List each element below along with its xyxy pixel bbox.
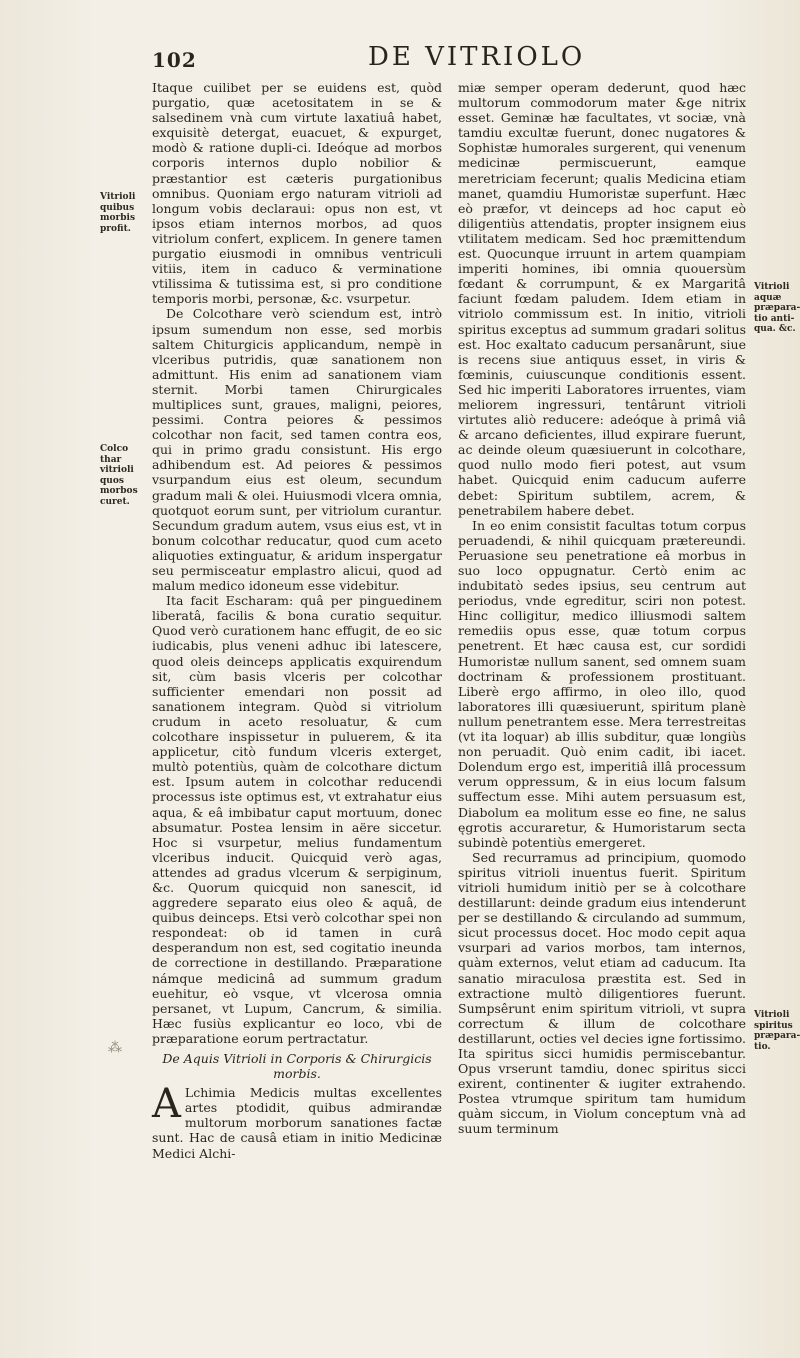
margin-note-left-1: Vitrioli quibus morbis profit. [100,192,136,234]
right-paragraph-3: Sed recurramus ad principium, quomodo spiritus vitrioli inuentus fuerit. Spiritum vitrioli humidum initiò per se à colcothare destillarunt: deinde gradum eius intenderunt per se destillando & circulando ad summum, sicut processus docet. Hoc modo cepit aqua vsurpari ad varios morbos, tam internos, quàm externos, velut etiam ad caducum. Ita sanatio miraculosa præstita est. Sed in extractione multò diligentiores fuerunt. Sumpsêrunt enim spiritum vitrioli, vt supra correctum & illum de colcothare destillarunt, octies vel decies igne fortissimo. Ita spiritus sicci humidis permiscebantur. Opus vrserunt tamdiu, donec spiritus sicci exirent, continenter & iugiter extrahendo. Postea vtrumque spiritum tam humidum quàm siccum, in Violum conceptum vnà ad suum terminum [458,849,746,1137]
left-paragraph-2: De Colcothare verò sciendum est, intrò ipsum sumendum non esse, sed morbis saltem Chiturgicis applicandum, nempè in vlceribus putridis, quæ sanationem non admittunt. His enim ad sanationem viam sternit. Morbi tamen Chirurgicales multiplices sunt, graues, maligni, peiores, pessimi. Contra peiores & pessimos colcothar non facit, sed tamen contra eos, qui in primo gradu consistunt. His ergo adhibendum est. Ad peiores & pessimos vsurpandum eius est oleum, secundum gradum mali & olei. Huiusmodi vlcera omnia, quotquot eorum sunt, per vitriolum curantur. Secundum gradum autem, vsus eius est, vt in bonum colcothar reducatur, quod cum aceto aliquoties extinguatur, & aridum inspergatur seu permisceatur emplastro alicui, quod ad malum medico idoneum esse videbitur. [152,306,442,594]
left-column [152,80,442,1161]
margin-note-right-2: Vitrioli spiritus præpara- tio. [754,1010,800,1052]
right-paragraph-1: miæ semper operam dederunt, quod hæc multorum commodorum mater &ge nitrix esset. Geminæ hæ facultates, vt sociæ, vnà tamdiu excultæ fuerunt, donec nugatores & Sophistæ humorales surgerent, qui venenum medicinæ permiscuerunt, eamque meretriciam fecerunt; qualis Medicina etiam manet, quamdiu Humoristæ superfunt. Hæc eò præfor, vt deinceps ad hoc caput eò diligentiùs attendatis, propter insignem eius vtilitatem medicam. Sed hoc præmittendum est. Quocunque irruunt in artem quampiam imperiti homines, ibi omnia quouersùm fœdant & corrumpunt, & ex Margaritâ faciunt fœdam paludem. Idem etiam in vitriolo commissum est. In initio, vitrioli spiritus exceptus ad summum gradari solitus est. Hoc exaltato caducum persanârunt, siue is recens siue antiquus esset, in viris & fœminis, cuiuscunque conditionis essent. Sed hic imperiti Laboratores irruentes, viam meliorem ingressuri, tentârunt vitrioli virtutes aliò reducere: adeóque à primâ viâ & arcano deficientes, illud expirare fuerunt, ac deinde oleum quæsiuerunt in colcothare, quod nullo modo fieri potest, aut vsum habet. Quicquid enim caducum auferre debet: Spiritum subtilem, acrem, & penetrabilem habere debet. [458,80,746,518]
left-paragraph-4 [152,1081,442,1161]
left-paragraph-3: Ita facit Escharam: quâ per pinguedinem liberatâ, facilis & bona curatio sequitur. Quod verò curationem hanc effugit, de eo sic iudicabis, plus veneni adhuc ibi latescere, quod oleis deinceps applicatis exquirendum sit, cùm basis vlceris per colcothar sufficienter emendari non possit ad sanationem integram. Quòd si vitriolum crudum in aceto resoluatur, & cum colcothare inspissetur in puluerem, & ita applicetur, citò fundum vlceris exterget, multò potentiùs, quàm de colcothare dictum est. Ipsum autem in colcothar reducendi processus iste optimus est, vt extrahatur eius aqua, & eâ imbibatur caput mortuum, donec absumatur. Postea lensim in aëre siccetur. Hoc si vsurpetur, melius fundamentum vlceribus inducit. Quicquid verò agas, attendes ad gradus vlcerum & serpiginum, &c. Quorum quicquid non sanescit, id aggredere separato eius oleo & aquâ, de quibus deinceps. Etsi verò colcothar spei non respondeat: ob id tamen in curâ desperandum non est, sed cogitatio ineunda de correctione in destillando. Præparatione námque medicinâ ad summum gradum euehitur, eò vsque, vt vlcerosa omnia persanet, vt Lupum, Cancrum, & similia. Hæc fusiùs explicantur eo loco, vbi de præparatione eorum pertractatur. [152,593,442,1046]
page-header [140,42,800,82]
drop-cap: A [152,1081,181,1128]
ink-mark-icon: ⁂ [108,1040,122,1056]
running-head: DE VITRIOLO [368,42,586,72]
right-column [458,80,746,1137]
margin-note-left-2: Colco thar vitrioli quos morbos curet. [100,444,138,507]
left-paragraph-1: Itaque cuilibet per se euidens est, quòd purgatio, quæ acetositatem in se & salsedinem vnà cum virtute laxatiuâ habet, exquisitè detergat, euacuet, & expurget, modò & ratione dupli-ci. Ideóque ad morbos corporis internos duplo nobilior & præstantior est cæteris purgationibus omnibus. Quoniam ergo naturam vitrioli ad longum vobis declaraui: opus non est, vt ipsos etiam internos morbos, ad quos vitriolum confert, explicem. In genere tamen purgatio eiusmodi in omnibus ventriculi vitiis, item in caduco & verminatione vtilissima & tutissima est, si pro conditione temporis morbi, personæ, &c. vsurpetur. [152,80,442,307]
page-number: 102 [152,48,197,72]
section-title: De Aquis Vitrioli in Corporis & Chirurgicis morbis. [162,1051,432,1082]
right-paragraph-2: In eo enim consistit facultas totum corpus peruadendi, & nihil quicquam prætereundi. Peruasione seu penetratione eâ morbus in suo loco oppugnatur. Certò enim ac indubitatò sedes ipsius, seu centrum aut periodus, vnde egreditur, sciri non potest. Hinc colligitur, medico illiusmodi saltem remediis opus esse, quæ totum corpus penetrent. Et hæc causa est, cur sordidi Humoristæ nullum sanent, sed omnem suam doctrinam & professionem prostituant. Liberè ergo affirmo, in oleo illo, quod laboratores illi quæsiuerunt, spiritum planè nullum penetrantem esse. Mera terrestreitas (vt ita loquar) ab illis subditur, quæ longiùs non peruadit. Quò enim cadit, ibi iacet. Dolendum ergo est, imperitiâ illâ processum verum oppressum, & in eius locum falsum suffectum esse. Mihi autem persuasum est, Diabolum ea molitum esse eo fine, ne salus ęgrotis accuraretur, & Humoristarum secta subindè potentiùs emergeret. [458,517,746,850]
margin-note-right-1: Vitrioli aquæ præpara- tio anti- qua. &c. [754,282,800,334]
left-paragraph-4-text: Lchimia Medicis multas excellentes artes ptodidit, quibus admirandæ multorum morborum sanationes factæ sunt. Hac de causâ etiam in initio Medicinæ Medici Alchi- [152,1085,442,1161]
